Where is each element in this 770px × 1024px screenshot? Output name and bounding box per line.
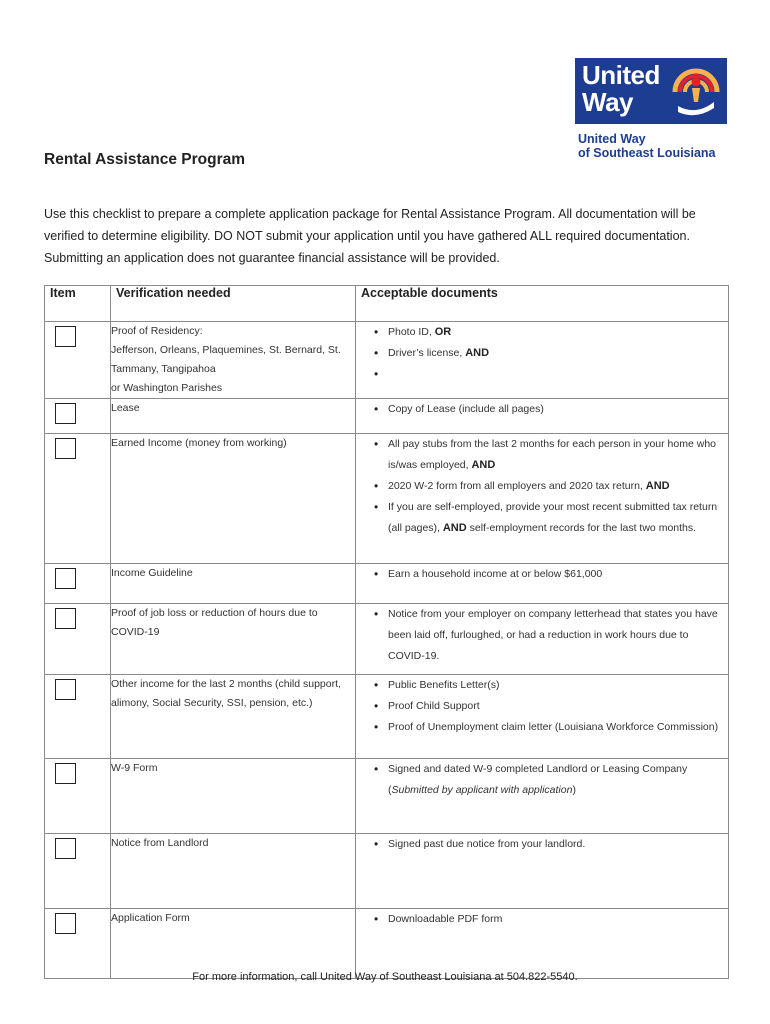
documents-cell [356, 604, 729, 675]
document-text: Driver’s license, [388, 347, 466, 359]
verification-cell: Notice from Landlord [111, 834, 356, 909]
united-way-logo [575, 58, 727, 124]
table-row [45, 322, 729, 399]
document-item [374, 909, 728, 930]
header-documents: Acceptable documents [356, 286, 729, 322]
document-text: Notice from your employer on company letterhead that states you have been laid off, furloughed, or had a reduction in work hours due to COVID-19. [388, 608, 718, 662]
checklist-table [44, 285, 729, 979]
verification-cell: W-9 Form [111, 759, 356, 834]
verification-cell: Proof of Residency: Jefferson, Orleans, Plaquemines, St. Bernard, St. Tammany, Tangipahoa or Washington Parishes [111, 322, 356, 399]
checkbox[interactable] [55, 679, 76, 700]
document-item [374, 696, 728, 717]
document-text: Copy of Lease (include all pages) [388, 403, 544, 415]
document-text: Photo ID, [388, 326, 435, 338]
verification-cell: Earned Income (money from working) [111, 434, 356, 564]
item-cell [45, 834, 111, 909]
verification-cell: Income Guideline [111, 564, 356, 604]
document-item: • Signed and dated W-9 completed Landlord or Leasing Company (Submitted by applicant with application) [374, 759, 728, 801]
checkbox[interactable] [55, 913, 76, 934]
document-item [374, 497, 728, 539]
submission-note: Submitted by applicant with application [391, 784, 573, 796]
documents-list [356, 322, 728, 364]
document-text: Earn a household income at or below $61,000 [388, 568, 603, 580]
document-text: Public Benefits Letter(s) [388, 679, 500, 691]
intro-paragraph: Use this checklist to prepare a complete application package for Rental Assistance Program. All documentation will be verified to determine eligibility. DO NOT submit your application until you have gathered ALL required documentation. Submitting an application does not guarantee financial assistance will be provided. [44, 207, 696, 265]
logo-line-1: United [582, 60, 660, 90]
table-row [45, 604, 729, 675]
checkbox[interactable] [55, 608, 76, 629]
header-verification: Verification needed [111, 286, 356, 322]
logo-caption-line-1: United Way [578, 132, 646, 146]
logo-caption [578, 132, 716, 160]
document-item [374, 604, 728, 667]
conjunction-label: OR [434, 326, 452, 338]
item-cell [45, 759, 111, 834]
verification-cell: Other income for the last 2 months (child support, alimony, Social Security, SSI, pension, etc.) [111, 675, 356, 759]
table-row [45, 759, 729, 834]
table-row [45, 675, 729, 759]
document-text: All pay stubs from the last 2 months for each person in your home who is/was employed, [388, 438, 716, 471]
documents-cell [356, 322, 729, 399]
document-item [374, 322, 728, 343]
document-text: Signed and dated W-9 completed Landlord or Leasing Company [388, 763, 688, 775]
table-row [45, 564, 729, 604]
document-item [374, 399, 728, 420]
item-cell [45, 675, 111, 759]
verification-cell: Lease [111, 399, 356, 434]
document-item [374, 343, 728, 364]
header-item: Item [45, 286, 111, 322]
checkbox[interactable] [55, 763, 76, 784]
documents-cell [356, 759, 729, 834]
document-item [374, 717, 728, 738]
footer-contact: For more information, call United Way of Southeast Louisiana at 504.822-5540. [192, 971, 578, 983]
checkbox[interactable] [55, 326, 76, 347]
table-row [45, 909, 729, 979]
conjunction-label: AND [645, 480, 670, 492]
table-row [45, 434, 729, 564]
document-item [374, 564, 728, 585]
document-text: 2020 W-2 form from all employers and 2020 tax return, [388, 480, 646, 492]
document-item [374, 675, 728, 696]
table-header-row [45, 286, 729, 322]
item-cell [45, 399, 111, 434]
checkbox[interactable] [55, 568, 76, 589]
document-text: Downloadable PDF form [388, 913, 503, 925]
item-cell [45, 909, 111, 979]
documents-list [356, 564, 728, 585]
checkbox[interactable] [55, 403, 76, 424]
table-row [45, 399, 729, 434]
documents-cell [356, 434, 729, 564]
conjunction-label: AND [442, 522, 467, 534]
document-item [374, 834, 728, 855]
document-text: Proof of Unemployment claim letter (Louisiana Workforce Commission) [388, 721, 719, 733]
document-text-continued: self-employment records for the last two months. [466, 522, 697, 534]
documents-list [356, 399, 728, 420]
documents-list [356, 834, 728, 855]
verification-cell: Application Form [111, 909, 356, 979]
item-cell [45, 604, 111, 675]
conjunction-label: AND [465, 347, 490, 359]
documents-cell [356, 675, 729, 759]
checkbox[interactable] [55, 838, 76, 859]
documents-cell [356, 909, 729, 979]
united-way-hand-icon [670, 62, 722, 118]
documents-cell [356, 834, 729, 909]
conjunction-label: AND [471, 459, 496, 471]
documents-list [356, 675, 728, 738]
verification-cell: Proof of job loss or reduction of hours due to COVID-19 [111, 604, 356, 675]
logo-line-2: Way [582, 87, 633, 117]
documents-list [356, 909, 728, 930]
documents-list [356, 434, 728, 539]
logo-wordmark [582, 62, 660, 116]
documents-cell [356, 564, 729, 604]
document-text: Signed past due notice from your landlord. [388, 838, 586, 850]
documents-cell [356, 399, 729, 434]
checkbox[interactable] [55, 438, 76, 459]
document-text: Proof Child Support [388, 700, 480, 712]
documents-list [356, 604, 728, 667]
item-cell [45, 564, 111, 604]
item-cell [45, 434, 111, 564]
page-title: Rental Assistance Program [44, 151, 246, 168]
document-item [374, 434, 728, 476]
document-item [374, 476, 728, 497]
logo-caption-line-2: of Southeast Louisiana [578, 146, 716, 160]
table-row [45, 834, 729, 909]
item-cell [45, 322, 111, 399]
documents-list [356, 759, 728, 801]
document-text: If you are self-employed, provide your most recent submitted tax return (all pages), [388, 501, 718, 534]
